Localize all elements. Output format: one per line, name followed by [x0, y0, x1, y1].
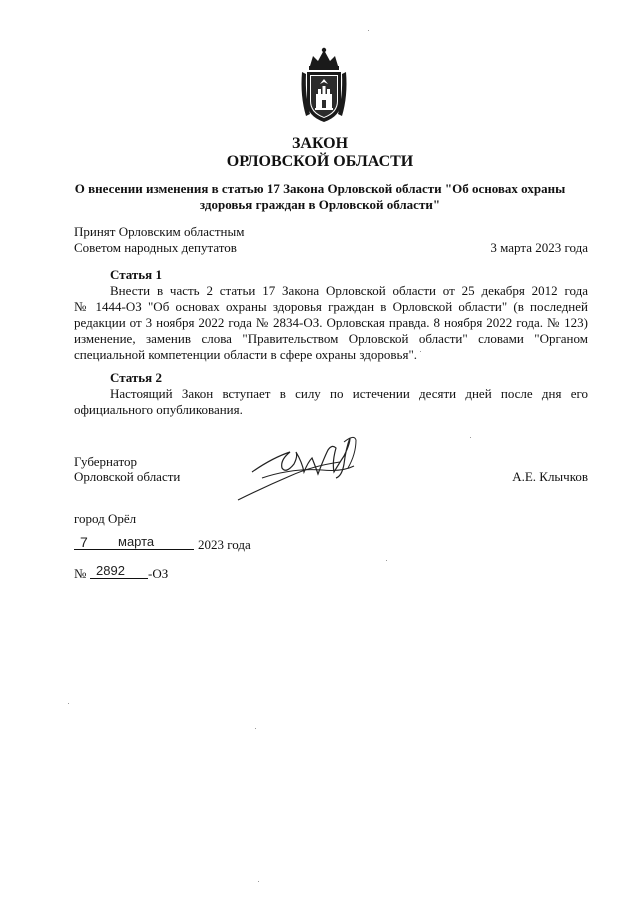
number-suffix: -ОЗ — [148, 566, 169, 581]
oryol-region-coat-of-arms-icon — [296, 46, 352, 124]
month-value: марта — [118, 534, 155, 549]
city: город Орёл — [74, 511, 137, 526]
scan-speck — [68, 703, 69, 704]
article-1-body — [74, 283, 588, 363]
number-field — [90, 564, 148, 579]
day-field — [74, 536, 114, 550]
law-subject-line-2: здоровья граждан в Орловской области" — [199, 197, 441, 212]
scan-speck — [420, 351, 421, 352]
scan-speck — [255, 728, 256, 729]
signatory-title-line-1: Губернатор — [74, 454, 137, 469]
number-value: 2892 — [96, 563, 125, 578]
adoption-line-2: Советом народных депутатов — [74, 240, 237, 255]
article-1-line: редакции от 3 ноября 2022 года № 2834-ОЗ. Орловская правда. 8 ноября 2022 года. № 123) — [74, 315, 588, 330]
number-prefix: № — [74, 566, 87, 581]
handwritten-signature — [232, 428, 362, 508]
article-2-body — [74, 386, 588, 418]
scan-speck — [258, 881, 259, 882]
year-suffix: 2023 года — [198, 537, 251, 552]
article-1-line: изменение, заменив слова "Правительством Орловской области" словами "Органом — [74, 331, 588, 346]
article-2-line: Настоящий Закон вступает в силу по истечении десяти дней после дня его — [110, 386, 588, 401]
article-2-heading: Статья 2 — [110, 370, 162, 385]
scan-speck — [368, 30, 369, 31]
article-1-heading: Статья 1 — [110, 267, 162, 282]
month-field — [114, 536, 194, 550]
adoption-line-1: Принят Орловским областным — [74, 224, 245, 239]
region-title: ОРЛОВСКОЙ ОБЛАСТИ — [226, 153, 414, 170]
adoption-date: 3 марта 2023 года — [490, 240, 588, 255]
article-1-line: специальной компетенции области в сфере охраны здоровья". — [74, 347, 418, 362]
day-value: 7 — [80, 534, 88, 550]
scan-speck — [386, 560, 387, 561]
signatory-title-line-2: Орловской области — [74, 469, 181, 484]
article-2-line: официального опубликования. — [74, 402, 243, 417]
article-1-line: Внести в часть 2 статьи 17 Закона Орловской области от 25 декабря 2012 года — [110, 283, 588, 298]
law-title: ЗАКОН — [291, 135, 349, 152]
article-1-line: № 1444-ОЗ "Об основах охраны здоровья граждан в Орловской области" (в последней — [74, 299, 588, 314]
scan-speck — [470, 437, 471, 438]
signatory-name: А.Е. Клычков — [512, 469, 588, 484]
law-subject-line-1: О внесении изменения в статью 17 Закона Орловской области "Об основах охраны — [74, 181, 566, 196]
